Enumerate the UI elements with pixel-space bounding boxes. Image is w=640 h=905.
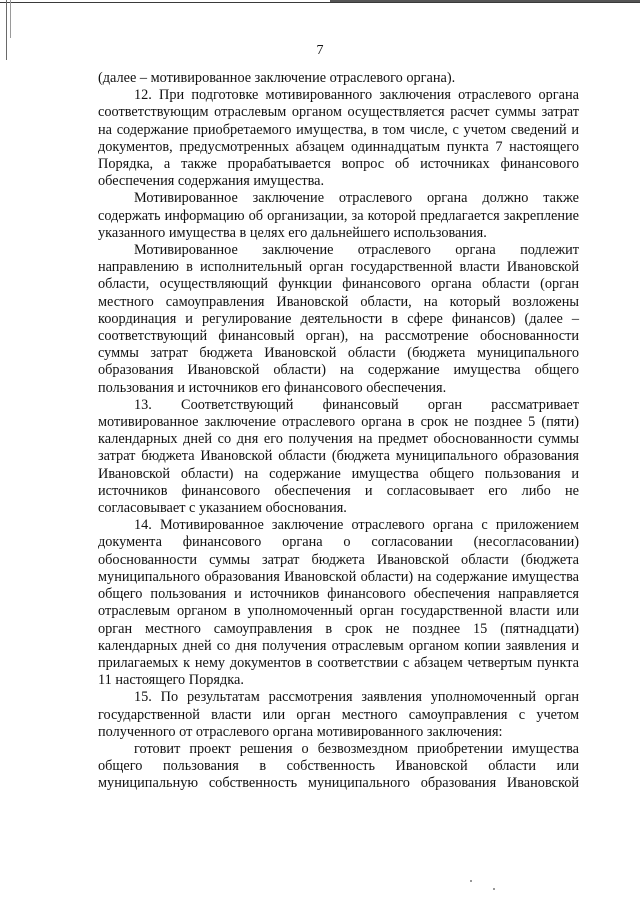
paragraph-item-13: 13. Соответствующий финансовый орган рассматривает мотивированное заключение отраслевого органа в срок не позднее 5 (пяти) календарных дней со дня его получения на предмет обоснованности суммы затрат бюджета Ивановской области (бюджета муниципального образования Ивановской области) на содержание имущества общего пользования и источников финансового обеспечения и согласовывает его либо не согласовывает с указанием обоснования. <box>98 396 579 517</box>
paragraph-continuation: (далее – мотивированное заключение отраслевого органа). <box>98 70 456 86</box>
scan-edge-top <box>0 2 640 3</box>
document-body <box>98 70 579 793</box>
paragraph-conclusion-direction: Мотивированное заключение отраслевого органа подлежит направлению в исполнительный орган государственной власти Ивановской области, осуществляющий функции финансового органа области (орган местного самоуправления Ивановской области, на который возложены координация и регулирование деятельности в сфере финансов) (далее – соответствующий финансовый орган), на рассмотрение обоснованности суммы затрат бюджета Ивановской области (бюджета муниципального образования Ивановской области) на содержание имущества общего пользования и источников его финансового обеспечения. <box>98 242 579 396</box>
paragraph-item-15-clause: готовит проект решения о безвозмездном приобретении имущества общего пользования в собственность Ивановской области или муниципальную собственность муниципального образования Ивановской <box>98 740 579 792</box>
scan-speck <box>493 888 495 890</box>
page-number: 7 <box>316 43 324 58</box>
paragraph-item-15: 15. По результатам рассмотрения заявления уполномоченный орган государственной власти или орган местного самоуправления с учетом полученного от отраслевого органа мотивированного заключения: <box>98 689 579 740</box>
paragraph-conclusion-content: Мотивированное заключение отраслевого органа должно также содержать информацию об организации, за которой предлагается закрепление указанного имущества в целях его дальнейшего использования. <box>98 190 579 241</box>
scan-edge-top-dark <box>330 0 640 2</box>
paragraph-item-12: 12. При подготовке мотивированного заключения отраслевого органа соответствующим отраслевым органом осуществляется расчет суммы затрат на содержание приобретаемого имущества, в том числе, с учетом сведений и документов, предусмотренных абзацем одиннадцатым пункта 7 настоящего Порядка, а также прорабатывается вопрос об источниках финансового обеспечения содержания имущества. <box>98 87 579 190</box>
paragraph-item-14: 14. Мотивированное заключение отраслевого органа с приложением документа финансового органа о согласовании (несогласовании) обоснованности суммы затрат бюджета Ивановской области (бюджета муниципального образования Ивановской области) на содержание имущества общего пользования и источников финансового обеспечения направляется отраслевым органом в уполномоченный орган государственной власти или орган местного самоуправления в срок не позднее 15 (пятнадцати) календарных дней со дня получения отраслевым органом копии заявления и прилагаемых к нему документов в соответствии с абзацем четвертым пункта 11 настоящего Порядка. <box>98 517 579 689</box>
scan-speck <box>470 880 472 882</box>
scan-edge-left-faint <box>10 0 11 38</box>
